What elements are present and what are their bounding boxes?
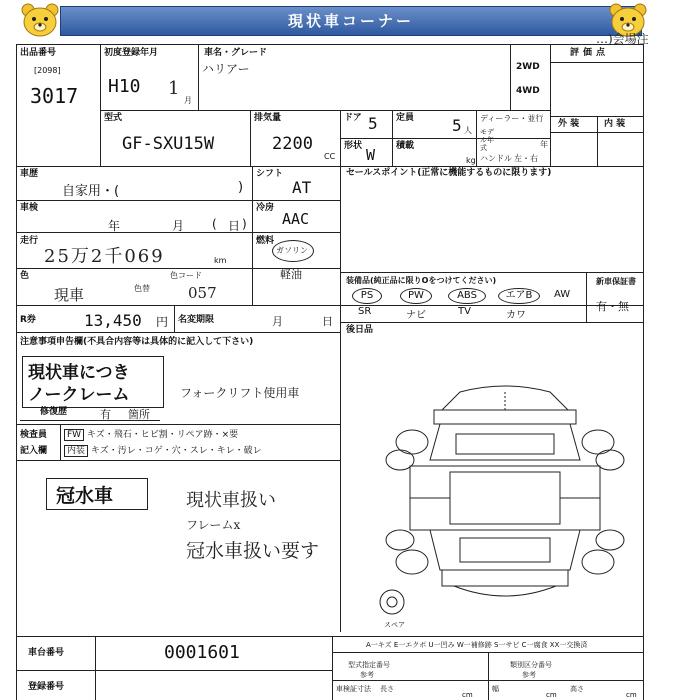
- fuel-diesel: 軽油: [280, 268, 302, 281]
- registration-month-unit: 月: [184, 96, 192, 105]
- registration-month: 1: [168, 78, 180, 99]
- capacity-label: 定員: [396, 113, 415, 123]
- dims-width-unit: cm: [546, 691, 557, 699]
- venue-fragment: …)会場注: [596, 32, 649, 46]
- later-docs-label: 後日品: [346, 325, 374, 335]
- drive-2wd: 2WD: [516, 62, 540, 72]
- sales-point-label: セールスポイント(正常に機能するものに限ります): [346, 168, 552, 178]
- aircon-value: AAC: [282, 210, 310, 228]
- remark-line3: 冠水車扱い要す: [186, 540, 320, 562]
- model-code-label: 型式: [104, 113, 123, 123]
- body-shape-label: 形状: [344, 141, 363, 151]
- displacement-unit: CC: [324, 152, 336, 161]
- inspector-row2: 内装 キズ・汚レ・コゲ・穴・スレ・キレ・破レ: [64, 444, 262, 458]
- inspection-day: 日: [228, 219, 241, 233]
- mileage-unit: km: [214, 256, 227, 265]
- model-name-value: ハリアー: [202, 62, 250, 76]
- color-label: 色: [20, 271, 30, 281]
- repair-unit: 箇所: [128, 408, 150, 421]
- remark-line2: フレームx: [186, 518, 241, 532]
- body-shape-value: W: [366, 146, 376, 164]
- inspector-label1: 検査員: [20, 430, 48, 440]
- fuel-gasoline: ガソリン: [276, 246, 308, 255]
- lot-label: 出品番号: [20, 48, 57, 58]
- fuel-label: 燃料: [256, 236, 275, 246]
- equip-airbag: エアB: [498, 288, 540, 304]
- inspection-label: 車検: [20, 203, 39, 213]
- inspector-row1: FW キズ・飛石・ヒビ割・リペア跡・×要: [64, 428, 238, 442]
- color-swap-label: 色替: [134, 284, 150, 293]
- interior-label: 内 装: [604, 119, 626, 129]
- damage-legend: A一キズ E一エクボ U一凹み W一補修跡 S一サビ C一腐食 XX一交換済: [366, 641, 588, 649]
- steering-value: 左・右: [514, 154, 538, 163]
- car-damage-diagram: [370, 380, 640, 630]
- flood-stamp-text: 冠水車: [56, 485, 114, 507]
- equip-sr: SR: [358, 306, 372, 317]
- color-value: 現車: [54, 286, 85, 304]
- recycle-unit: 円: [156, 315, 169, 329]
- remark-line1: 現状車扱い: [186, 490, 276, 511]
- title-banner: [60, 6, 642, 36]
- class-spec-label: 類別区分番号: [510, 661, 552, 669]
- usage-label: 車歴: [20, 169, 39, 179]
- color-code: 057: [188, 284, 217, 302]
- model-spec-ref: 参考: [360, 671, 374, 679]
- drive-4wd: 4WD: [516, 86, 540, 96]
- stamp-line1: 現状車につき: [28, 363, 130, 383]
- model-name-label: 車名・グレード: [204, 48, 268, 58]
- mileage-label: 走行: [20, 236, 39, 246]
- registration-era-year: H10: [108, 76, 141, 97]
- lien-release-month: 月: [272, 315, 283, 328]
- model-year-unit: 年: [540, 140, 548, 149]
- usage-value: 自家用・(: [62, 184, 120, 199]
- spare-label: スペア: [384, 621, 405, 629]
- recycle-value: 13,450: [84, 311, 142, 330]
- class-spec-ref: 参考: [522, 671, 536, 679]
- lot-number: 3017: [30, 84, 79, 108]
- shift-value: AT: [292, 178, 312, 197]
- shift-label: シフト: [256, 169, 284, 179]
- equip-navi: ナビ: [406, 310, 426, 321]
- lien-release-day: 日: [322, 315, 333, 328]
- aircon-label: 冷房: [256, 203, 275, 213]
- warranty-value: 有・無: [596, 300, 629, 313]
- inspection-month: 月: [172, 219, 185, 233]
- inspection-year: 年: [108, 219, 121, 233]
- model-year-label: モデル年式: [480, 128, 494, 152]
- car-number-label: 車台番号: [28, 648, 65, 658]
- warranty-label: 新車保証書: [596, 277, 636, 286]
- repair-value: 有: [100, 408, 111, 421]
- lot-sub: [2098]: [34, 66, 61, 75]
- grade-label: 評価点: [570, 48, 610, 58]
- plate-label: 登録番号: [28, 682, 65, 692]
- color-code-label: 色コード: [170, 271, 202, 280]
- displacement-value: 2200: [272, 134, 313, 154]
- capacity-value: 5: [452, 116, 462, 135]
- bear-mascot-icon: [18, 2, 62, 40]
- load-label: 積載: [396, 141, 415, 151]
- usage-close: ): [238, 180, 244, 195]
- page-title: 現状車コーナー: [287, 12, 414, 30]
- repair-label: 修復歴: [40, 407, 68, 417]
- doors-value: 5: [368, 114, 378, 133]
- inspection-close: ): [242, 217, 247, 231]
- mileage-value: 25万2千069: [44, 246, 165, 267]
- equip-aw: AW: [554, 289, 571, 300]
- stamp-line2: ノークレーム: [28, 385, 130, 405]
- doors-label: ドア: [344, 113, 362, 123]
- equip-pw: PW: [400, 288, 432, 304]
- displacement-label: 排気量: [254, 113, 282, 123]
- dims-length-unit: cm: [462, 691, 473, 699]
- equipment-label: 装備品(純正品に限りOをつけてください): [346, 276, 497, 285]
- model-code-value: GF-SXU15W: [122, 134, 215, 154]
- dims-height-unit: cm: [626, 691, 637, 699]
- exterior-label: 外 装: [558, 119, 580, 129]
- inspection-open: (: [212, 217, 217, 231]
- car-number-value: 0001601: [164, 642, 240, 663]
- lien-release-label: 名変期限: [178, 315, 215, 325]
- registration-label: 初度登録年月: [104, 48, 159, 58]
- dims-length: 長さ: [380, 685, 394, 693]
- dims-height: 高さ: [570, 685, 584, 693]
- dims-label: 車検証寸法: [336, 685, 371, 693]
- dealer-label: ディーラー・並行: [480, 114, 544, 123]
- steering-label: ハンドル: [480, 154, 512, 163]
- equip-abs: ABS: [448, 288, 486, 304]
- notes-handwritten: フォークリフト使用車: [180, 386, 300, 400]
- inspector-label2: 記入欄: [20, 446, 48, 456]
- model-spec-label: 型式指定番号: [348, 661, 390, 669]
- dims-width: 幅: [492, 685, 499, 693]
- equip-leather: カワ: [506, 310, 526, 321]
- load-unit: kg: [466, 156, 476, 165]
- equip-tv: TV: [458, 306, 471, 317]
- recycle-label: R券: [20, 315, 36, 325]
- notes-label: 注意事項申告欄(不具合内容等は具体的に記入して下さい): [20, 337, 254, 347]
- capacity-unit: 人: [464, 126, 472, 135]
- equip-ps: PS: [352, 288, 382, 304]
